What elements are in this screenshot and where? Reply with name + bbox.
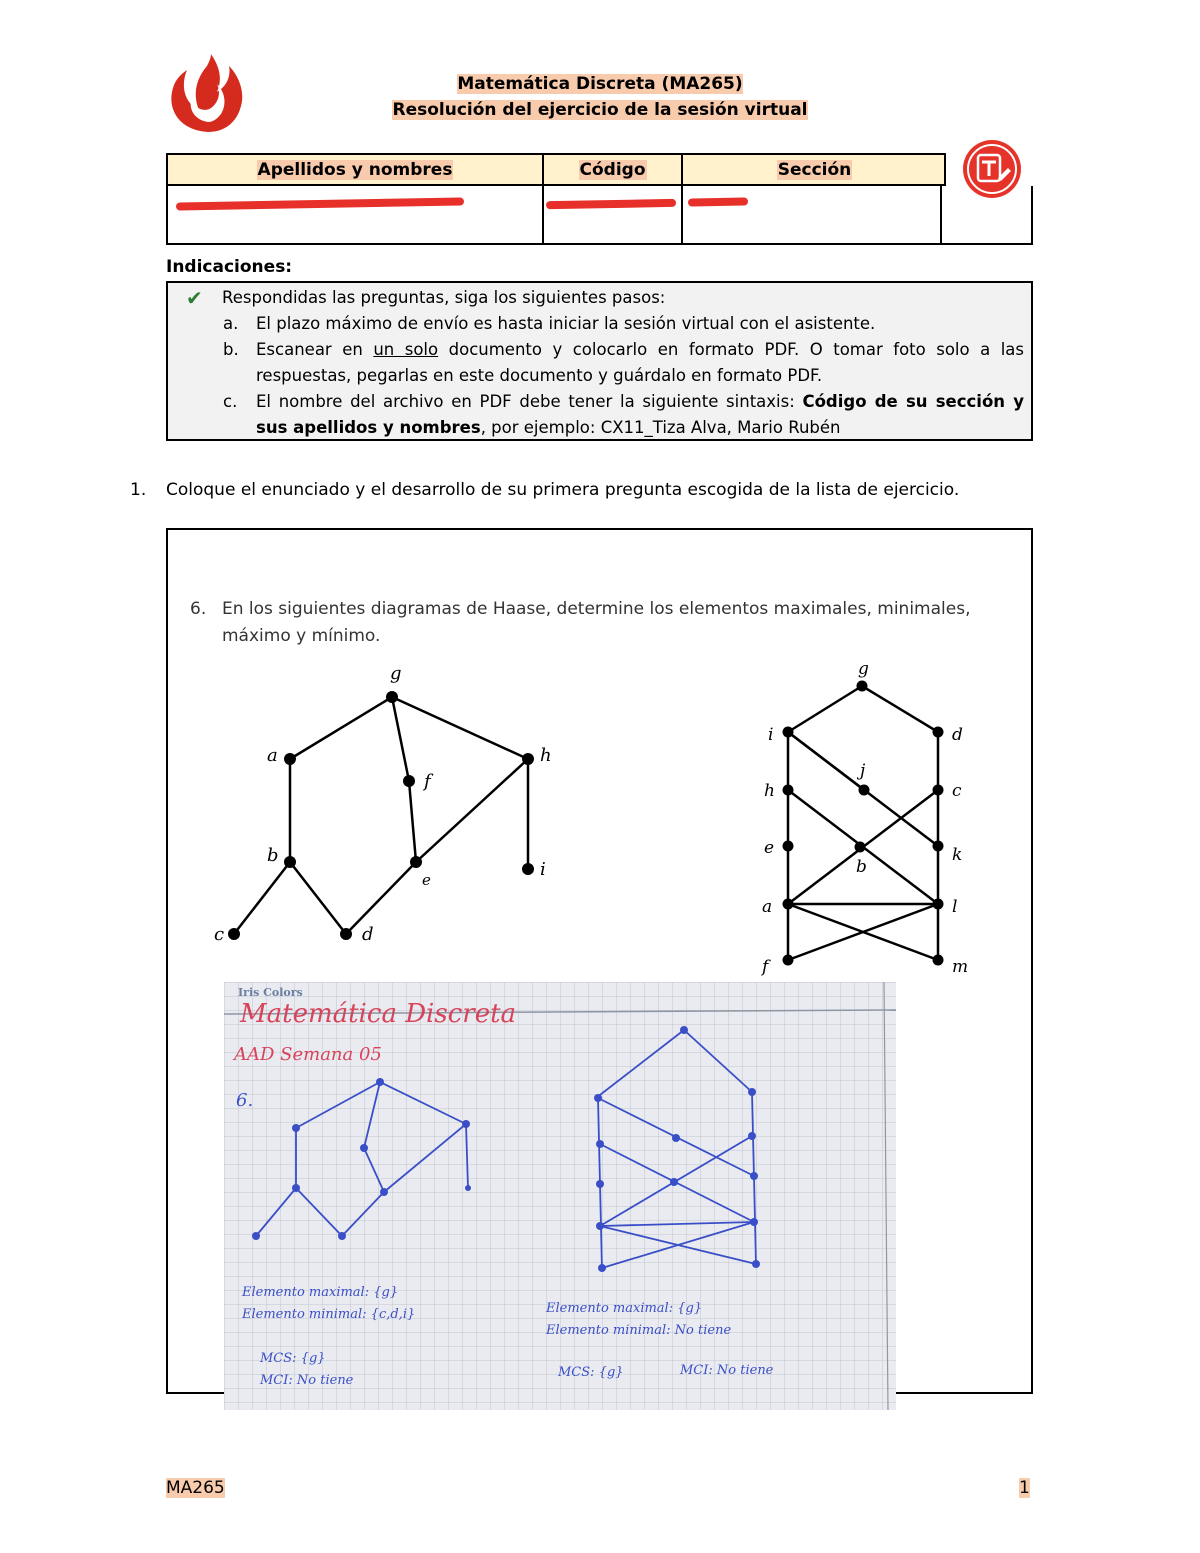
document-subtitle: Resolución del ejercicio de la sesión virtual [392, 100, 808, 120]
svg-text:MCS: {g}: MCS: {g} [260, 1351, 326, 1366]
svg-text:b: b [856, 857, 867, 877]
svg-text:b: b [267, 845, 279, 866]
svg-text:MCI: No tiene: MCI: No tiene [260, 1373, 354, 1388]
document-title: Matemática Discreta (MA265) [457, 74, 743, 94]
svg-text:Elemento maximal: {g}: Elemento maximal: {g} [546, 1301, 703, 1316]
instructions-intro: Respondidas las preguntas, siga los siguientes pasos: [222, 288, 666, 307]
hasse-diagram-2 [740, 650, 1000, 990]
svg-text:c: c [214, 924, 225, 945]
svg-text:AAD Semana 05: AAD Semana 05 [234, 1044, 382, 1065]
instructions-label: Indicaciones: [166, 257, 293, 277]
svg-text:d: d [952, 725, 963, 745]
svg-text:j: j [860, 761, 866, 781]
svg-text:a: a [762, 897, 773, 917]
footer-course-code: MA265 [166, 1478, 225, 1498]
svg-text:Iris Colors: Iris Colors [238, 986, 303, 999]
svg-text:MCS: {g}: MCS: {g} [558, 1365, 624, 1380]
svg-text:6.: 6. [236, 1090, 254, 1111]
svg-text:h: h [540, 745, 552, 766]
svg-text:Elemento maximal: {g}: Elemento maximal: {g} [242, 1285, 399, 1300]
instruction-item: a. El plazo máximo de envío es hasta iniciar la sesión virtual con el asistente. [223, 314, 876, 333]
svg-text:d: d [362, 924, 374, 945]
svg-text:Elemento minimal: No tiene: Elemento minimal: No tiene [546, 1323, 732, 1338]
svg-text:f: f [762, 957, 769, 977]
checkmark-icon: ✔ [186, 286, 203, 310]
column-header-name: Apellidos y nombres [257, 159, 453, 180]
svg-text:Matemática Discreta: Matemática Discreta [240, 999, 517, 1029]
svg-text:e: e [422, 871, 431, 889]
redacted-name [176, 197, 464, 210]
svg-text:k: k [952, 845, 963, 865]
svg-text:a: a [267, 745, 278, 766]
column-header-code: Código [579, 159, 646, 180]
svg-text:e: e [764, 838, 775, 858]
instruction-item: c. El nombre del archivo en PDF debe tener la siguiente sintaxis: Código de su sección y sus apellidos y nombres, por ejemplo: CX11_Tiza Alva, Mario Rubén [223, 392, 1024, 437]
svg-text:MCI: No tiene: MCI: No tiene [680, 1363, 774, 1378]
upc-flame-logo-icon [165, 52, 251, 138]
svg-text:g: g [390, 663, 402, 684]
svg-text:Elemento minimal: {c,d,i}: Elemento minimal: {c,d,i} [242, 1307, 416, 1322]
svg-text:i: i [540, 859, 546, 880]
svg-text:h: h [764, 781, 775, 801]
svg-text:m: m [952, 957, 969, 977]
column-header-section: Sección [777, 159, 852, 180]
redacted-section [688, 197, 748, 206]
hasse-diagram-1 [200, 655, 580, 955]
svg-text:f: f [424, 771, 431, 792]
tarea-icon [960, 138, 1024, 200]
instructions-box [166, 281, 1033, 441]
redacted-code [546, 199, 676, 209]
handwritten-solution-photo [224, 982, 896, 1410]
student-table-body [166, 186, 1033, 245]
svg-text:l: l [952, 897, 958, 917]
svg-text:c: c [952, 781, 962, 801]
student-table-header [166, 153, 946, 186]
footer-page-number: 1 [1019, 1478, 1030, 1498]
instruction-item: b. Escanear en un solo documento y colocarlo en formato PDF. O tomar foto solo a las respuestas, pegarlas en este documento y guárdalo en formato PDF. [223, 340, 1025, 385]
svg-text:g: g [858, 659, 869, 679]
svg-text:i: i [768, 725, 774, 745]
